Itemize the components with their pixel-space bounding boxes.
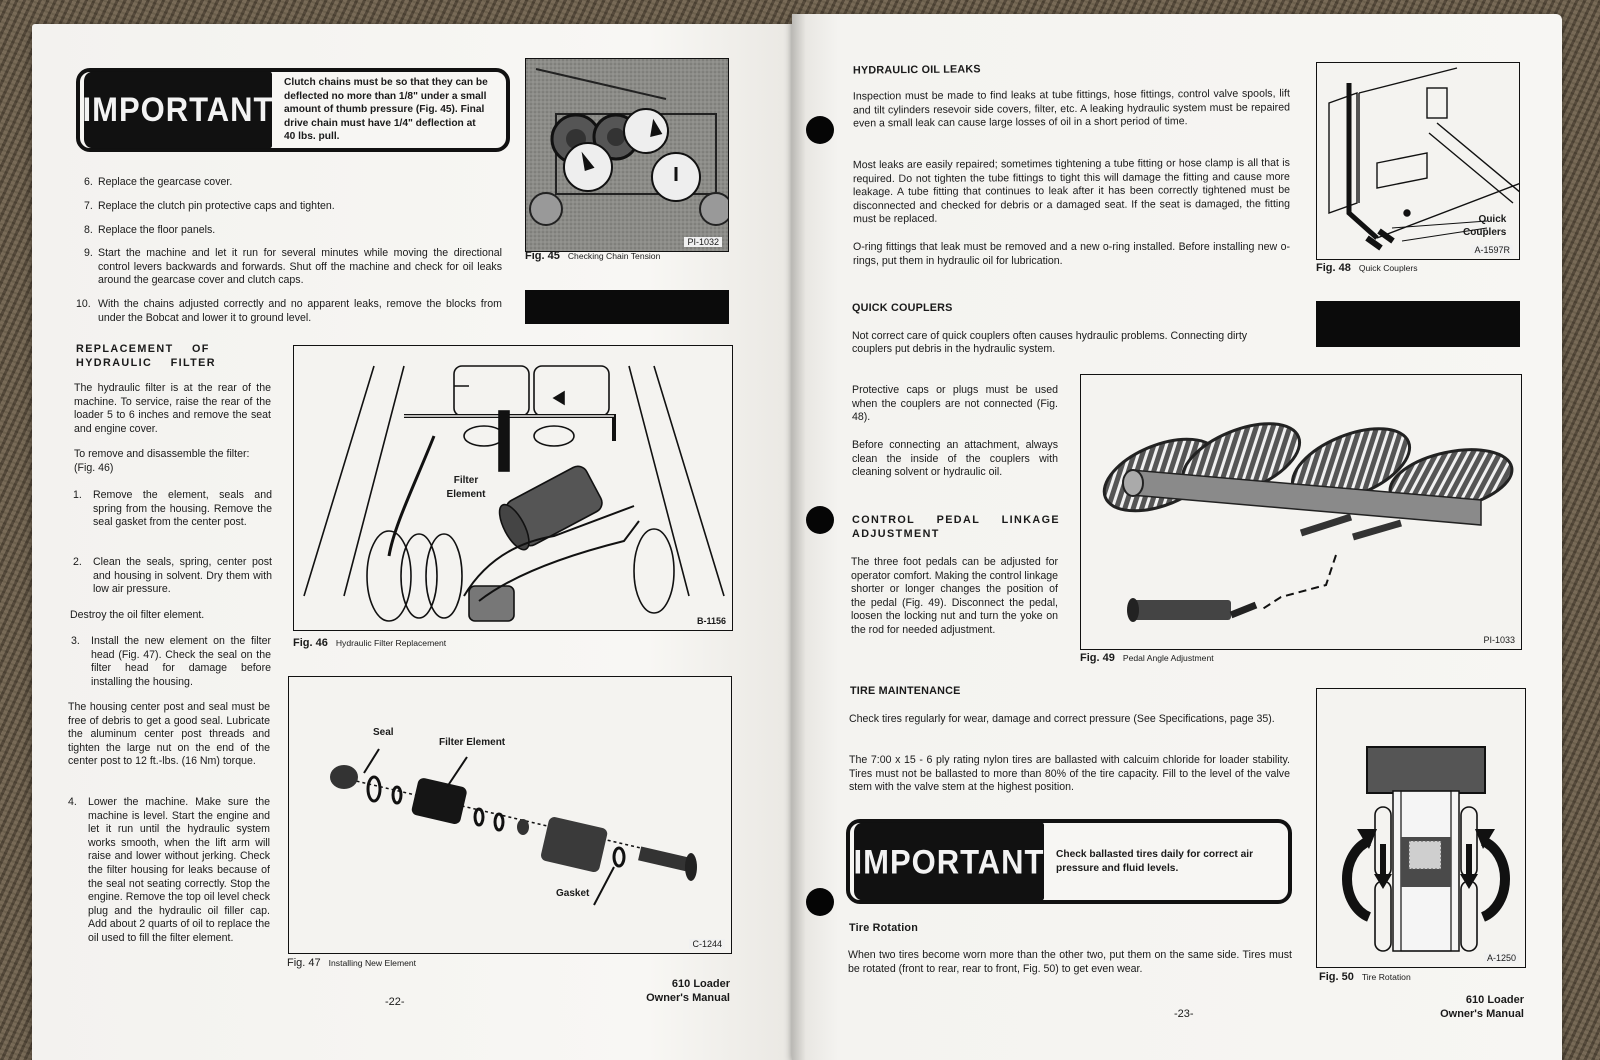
figure-45-caption <box>525 250 660 262</box>
step-number: 2. <box>73 556 82 568</box>
step-number: 7. <box>84 200 93 212</box>
figure-code: C-1244 <box>689 939 725 949</box>
destroy-note: Destroy the oil filter element. <box>70 609 205 621</box>
oil-leaks-paragraph-3: O-ring fittings that leak must be removed and a new o-ring installed. Before installing new o-rings, put them in hydraulic oil for lubrication. <box>853 241 1290 267</box>
important-message: Check ballasted tires daily for correct air pressure and fluid levels. <box>1056 848 1254 874</box>
step-number: 1. <box>73 489 82 501</box>
important-box-clutch <box>76 68 510 152</box>
figure-number: Fig. 46 <box>293 637 328 649</box>
figure-49-caption <box>1080 652 1214 664</box>
filter-element-label: Filter Element <box>446 475 486 500</box>
footer-right <box>1396 993 1524 1021</box>
important-badge: IMPORTANT <box>854 823 1044 900</box>
page-spine <box>792 14 806 1060</box>
hydraulic-filter-intro: The hydraulic filter is at the rear of the machine. To service, raise the rear of the loader 5 to 6 inches and remove the seat and engine cover. <box>74 382 271 435</box>
label-line-1: Quick <box>1478 214 1507 225</box>
footer-manual: Owner's Manual <box>646 992 730 1004</box>
figure-caption-text: Installing New Element <box>328 958 417 968</box>
figure-number: Fig. 45 <box>525 250 560 262</box>
figure-code: PI-1033 <box>1483 635 1515 645</box>
figure-code: PI-1032 <box>684 237 722 247</box>
step-10 <box>76 298 502 325</box>
figure-code: A-1250 <box>1484 953 1519 963</box>
figure-46-hydraulic-filter <box>293 345 733 631</box>
step-text: Remove the element, seals and spring from the housing. Remove the seal gasket from the center post. <box>93 489 272 529</box>
figure-caption-text: Pedal Angle Adjustment <box>1122 653 1214 663</box>
important-message: Clutch chains must be so that they can be deflected no more than 1/8" under a small amount of thumb pressure (Fig. 45). Final drive chain must have 1/4" deflection at 40 lbs. pull. <box>284 77 488 143</box>
quick-couplers-label <box>1463 213 1506 239</box>
step-7 <box>84 200 504 214</box>
step-9 <box>84 247 504 288</box>
filter-element-label: Filter Element <box>439 737 506 748</box>
tire-maintenance-paragraph-1: Check tires regularly for wear, damage and correct pressure (See Specifications, page 35). <box>849 713 1275 725</box>
figure-48-caption <box>1316 262 1418 274</box>
figure-48-quick-couplers <box>1316 62 1520 260</box>
important-box-tires <box>846 819 1292 904</box>
figure-number: Fig. 48 <box>1316 262 1351 274</box>
pedal-linkage-illustration <box>1081 375 1522 650</box>
chain-tension-illustration <box>526 59 729 252</box>
oil-leaks-paragraph-1: Inspection must be made to find leaks at tube fittings, hose fittings, control valve spools, lift and tilt cylinders resevoir side covers, filter, etc. A leaking hydraulic system must be repaired even a small leak can cause large losses of oil in a short period of time. <box>852 87 1291 130</box>
step-text: Lower the machine. Make sure the machine is level. Start the engine and let it run until the hydraulic system works smooth, when the lift arm will raise and lower without jerking. Check the filter housing for leaks because of the seal not seating correctly. Stop the engine. Remove the top oil level check plug and the hydraulic oil filler cap. Add about 2 quarts of oil to replace the oil used to fill the filter element. <box>88 796 270 944</box>
figure-50-tire-rotation <box>1316 688 1526 968</box>
binder-hole-2 <box>806 506 834 534</box>
figure-47-new-element <box>288 676 732 954</box>
figure-49-pedal-angle <box>1080 374 1522 650</box>
footer-model: 610 Loader <box>671 978 730 990</box>
quick-couplers-paragraph-1a: Not correct care of quick couplers often causes hydraulic problems. Connecting dirty <box>852 330 1248 342</box>
section-heading-hydraulic-filter: REPLACEMENT OF HYDRAULIC FILTER <box>76 343 216 369</box>
important-badge: IMPORTANT <box>84 72 272 148</box>
figure-code: B-1156 <box>696 616 726 626</box>
redacted-bar <box>525 290 729 324</box>
filter-exploded-view-illustration <box>289 677 732 954</box>
figure-number: Fig. 47 <box>287 957 321 969</box>
step-text: Clean the seals, spring, center post and housing in solvent. Dry them with low air pressure. <box>93 556 272 596</box>
figure-47-caption <box>287 957 416 969</box>
step-number: 6. <box>84 176 93 188</box>
filter-step-2 <box>73 556 272 597</box>
label-line-2: Couplers <box>1463 227 1507 238</box>
pedal-linkage-paragraph: The three foot pedals can be adjusted for operator comfort. Making the control linkage shorter or longer changes the position of the pedal (Fig. 49). Disconnect the pedal, loosen the locking nut and turn the yoke on the rod for needed adjustment. <box>851 556 1058 636</box>
gasket-label: Gasket <box>556 888 590 899</box>
tire-rotation-paragraph: When two tires become worn more than the other two, put them on the same side. Tires must be rotated (front to rear, rear to front, Fig. 50) to get even wear. <box>848 949 1292 975</box>
section-heading-pedal-linkage: CONTROL PEDAL LINKAGE ADJUSTMENT <box>852 514 1060 540</box>
section-heading-quick-couplers: QUICK COUPLERS <box>852 302 953 314</box>
quick-couplers-paragraph-3: Before connecting an attachment, always clean the inside of the couplers with cleaning solvent or hydraulic oil. <box>852 439 1058 479</box>
figure-caption-text: Hydraulic Filter Replacement <box>335 638 447 648</box>
quick-couplers-paragraph-2: Protective caps or plugs must be used when the couplers are not connected (Fig. 48). <box>852 384 1058 424</box>
step-8 <box>84 224 504 238</box>
step-text: Replace the floor panels. <box>98 224 216 236</box>
footer-left <box>600 977 730 1005</box>
step-text: Replace the gearcase cover. <box>98 176 233 188</box>
step-number: 10. <box>76 298 91 310</box>
disassemble-intro: To remove and disassemble the filter: (Fig. 46) <box>74 448 250 474</box>
quick-couplers-paragraph-1b: couplers put debris in the hydraulic system. <box>852 343 1056 355</box>
binder-hole-3 <box>806 888 834 916</box>
center-post-note: The housing center post and seal must be free of debris to get a good seal. Lubricate the aluminum center post threads and tighten the large nut on the end of the center post to 12 ft.-lbs. (16 Nm) torque. <box>68 701 270 768</box>
page-number-right: -23- <box>1174 1008 1194 1020</box>
seal-label: Seal <box>373 727 394 738</box>
step-number: 3. <box>71 635 80 647</box>
redacted-bar <box>1316 301 1520 347</box>
section-heading-tire-rotation: Tire Rotation <box>849 922 918 934</box>
figure-number: Fig. 49 <box>1080 652 1115 664</box>
figure-50-caption <box>1319 971 1411 983</box>
figure-caption-text: Checking Chain Tension <box>567 251 661 261</box>
binder-hole-1 <box>806 116 834 144</box>
hydraulic-filter-illustration <box>294 346 733 631</box>
step-text: Install the new element on the filter head (Fig. 47). Check the seal on the filter head for damage before installing the housing. <box>91 635 271 688</box>
figure-46-caption <box>293 637 446 649</box>
step-text: Replace the clutch pin protective caps and tighten. <box>98 200 335 212</box>
step-number: 9. <box>84 247 93 259</box>
step-text: With the chains adjusted correctly and no apparent leaks, remove the blocks from under the Bobcat and lower it to ground level. <box>98 298 502 324</box>
step-text: Start the machine and let it run for several minutes while moving the directional control levers backwards and forwards. Shut off the machine and check for oil leaks around the gearcase cover and clutch caps. <box>98 247 502 287</box>
step-number: 4. <box>68 796 77 808</box>
figure-number: Fig. 50 <box>1319 971 1354 983</box>
oil-leaks-paragraph-2: Most leaks are easily repaired; sometimes tightening a tube fitting or hose clamp is all that is required. Do not tighten the tube fittings to tight this will damage the fitting and cause more leakage. A tube fitting that continues to leak after it has been correctly tightened must be disconnected and checked for debris or a damaged seat. If the seat is damaged, the fitting must be replaced. <box>852 156 1291 226</box>
section-heading-oil-leaks: HYDRAULIC OIL LEAKS <box>852 63 981 77</box>
page-number-left: -22- <box>385 996 405 1008</box>
figure-code: A-1597R <box>1471 245 1513 255</box>
figure-45-chain-tension <box>525 58 729 252</box>
figure-caption-text: Tire Rotation <box>1361 972 1411 982</box>
footer-manual: Owner's Manual <box>1440 1008 1524 1020</box>
footer-model: 610 Loader <box>1465 994 1524 1006</box>
tire-rotation-diagram <box>1317 689 1526 968</box>
section-heading-tire-maintenance: TIRE MAINTENANCE <box>850 685 961 697</box>
figure-caption-text: Quick Couplers <box>1358 263 1418 273</box>
filter-step-3 <box>71 635 271 689</box>
step-6 <box>84 176 504 190</box>
filter-step-1 <box>73 489 272 530</box>
tire-maintenance-paragraph-2: The 7:00 x 15 - 6 ply rating nylon tires are ballasted with calcuim chloride for loader stability. Tires must not be ballasted to more than 80% of the tire capacity. Fill to the level of the valve stem with the valve stem at the highest position. <box>849 754 1290 794</box>
step-number: 8. <box>84 224 93 236</box>
filter-step-4 <box>68 796 270 946</box>
